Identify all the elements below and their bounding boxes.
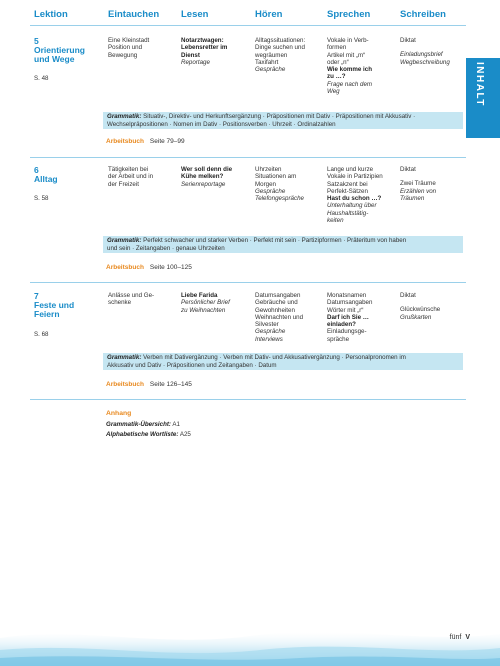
lesson-title: Alltag [34,174,58,184]
hoeren-cell: Uhrzeiten Situationen am Morgen Gespräche Telefongespräche [255,166,304,203]
grammar-box: Grammatik: Situativ-, Direktiv- und Herkunftsergänzung · Präpositionen mit Dativ · Präpositionen mit Akkusativ · Wechselpräpositionen · Nomen im Dativ · Positionsverben · Uhrzeit · Ordinalzahlen [103,112,463,129]
lesson-number: 6 [34,165,39,175]
section-tab [466,58,500,138]
appendix-item: Grammatik-Übersicht: A1 [106,421,180,428]
schreiben-cell: Diktat Glückwünsche Grußkarten [400,292,441,321]
workbook-reference: Arbeitsbuch Seite 126–145 [106,381,192,388]
hoeren-cell: Alltagssituationen: Dinge suchen und wegräumen Taxifahrt Gespräche [255,37,306,74]
lesson-page: S. 48 [34,75,49,82]
footer-wave-decoration [0,608,500,666]
column-header-lesen: Lesen [181,9,209,20]
page-number: fünf V [449,634,470,641]
schreiben-cell: Diktat Zwei Träume Erzählen von Träumen [400,166,437,202]
grammar-box: Grammatik: Verben mit Dativergänzung · Verben mit Dativ- und Akkusativergänzung · Personalpronomen im Akkusativ und Dativ · Präpositionen und Zeitangaben · Datum [103,353,463,370]
lesson-number: 5 [34,36,39,46]
sprechen-cell: Lange und kurze Vokale in Partizipien Satzakzent bei Perfekt-Sätzen Hast du schon …? Unterhaltung über Haushaltstätig- keiten [327,166,383,225]
eintauchen-cell: Anlässe und Ge- schenke [108,292,155,307]
lesson-title: Feste und Feiern [34,300,75,319]
sprechen-cell: Vokale in Verb- formen Artikel mit „m“ oder „n“ Wie komme ich zu …? Frage nach dem Weg [327,37,373,96]
lesson-page: S. 68 [34,331,49,338]
eintauchen-cell: Eine Kleinstadt Position und Bewegung [108,37,150,59]
sprechen-cell: Monatsnamen Datumsangaben Wörter mit „r“ Darf ich Sie … einladen? Einladungsge- spräche [327,292,373,343]
lesson-divider [30,282,466,283]
lesen-cell: Liebe Farida Persönlicher Brief zu Weihnachten [181,292,230,314]
appendix-item: Alphabetische Wortliste: A25 [106,431,191,438]
column-header-sprechen: Sprechen [327,9,371,20]
workbook-reference: Arbeitsbuch Seite 100–125 [106,264,192,271]
workbook-reference: Arbeitsbuch Seite 79–99 [106,138,185,145]
column-header-hoeren: Hören [255,9,283,20]
column-header-eintauchen: Eintauchen [108,9,160,20]
header-divider [30,25,466,26]
lesen-cell: Notarztwagen: Lebensretter im Dienst Reportage [181,37,228,66]
eintauchen-cell: Tätigkeiten bei der Arbeit und in der Freizeit [108,166,154,188]
grammar-box: Grammatik: Perfekt schwacher und starker Verben · Perfekt mit sein · Partizipformen · Präteritum von haben und sein · Zeitangaben · genaue Uhrzeiten [103,236,463,253]
column-header-lektion: Lektion [34,9,68,20]
hoeren-cell: Datumsangaben Gebräuche und Gewohnheiten Weihnachten und Silvester Gespräche Interviews [255,292,304,343]
lesson-divider [30,399,466,400]
section-tab-label: INHALT [474,62,485,107]
column-header-schreiben: Schreiben [400,9,446,20]
lesson-page: S. 58 [34,195,49,202]
lesson-divider [30,157,466,158]
lesson-title: Orientierung und Wege [34,45,86,64]
lesen-cell: Wer soll denn die Kühe melken? Serienreportage [181,166,233,188]
lesson-number: 7 [34,291,39,301]
schreiben-cell: Diktat Einladungsbrief Wegbeschreibung [400,37,450,66]
appendix-title: Anhang [106,410,132,417]
